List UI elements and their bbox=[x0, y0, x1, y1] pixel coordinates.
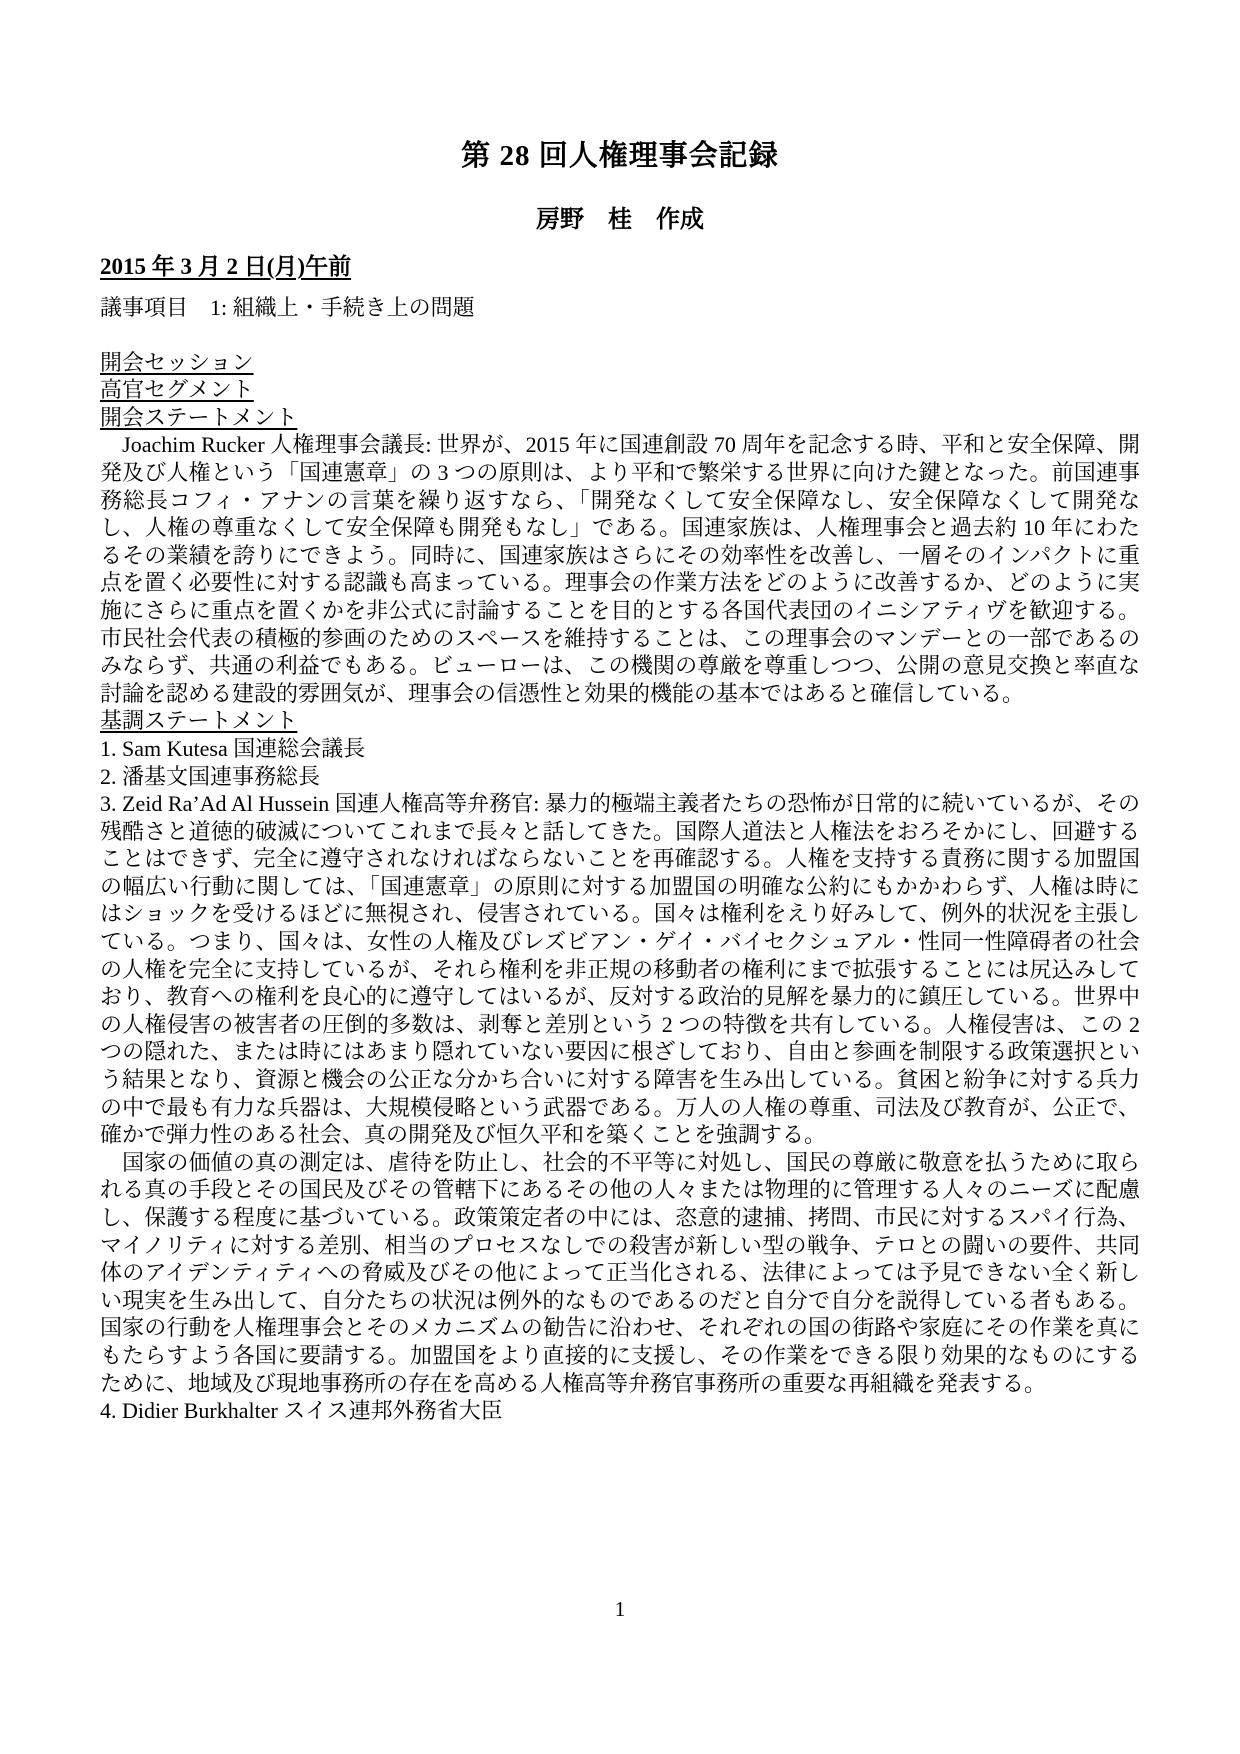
section-heading-opening-statements: 開会ステートメント bbox=[100, 404, 298, 430]
list-item-didier-burkhalter: 4. Didier Burkhalter スイス連邦外務省大臣 bbox=[100, 1398, 503, 1424]
author-line: 房野 桂 作成 bbox=[536, 207, 704, 233]
page-number: 1 bbox=[614, 1597, 626, 1621]
section-heading-high-level-segment: 高官セグメント bbox=[100, 377, 254, 403]
list-item-sam-kutesa: 1. Sam Kutesa 国連総会議長 bbox=[100, 735, 366, 761]
paragraph-state-measure: 国家の価値の真の測定は、虐待を防止し、社会的不平等に対処し、国民の尊厳に敬意を払うために取られる真の手段とその国民及びその管轄下にあるその他の人々または物理的に管理する人々のニーズに配慮し、保護する程度に基づいている。政策策定者の中には、恣意的逮捕、拷問、市民に対するスパイ行為、マイノリティに対する差別、相当のプロセスなしでの殺害が新しい型の戦争、テロとの闘いの要件、共同体のアイデンティティへの脅威及びその他によって正当化される、法律によっては予見できない全く新しい現実を生み出して、自分たちの状況は例外的なものであるのだと自分で自分を説得している者もある。国家の行動を人権理事会とそのメカニズムの勧告に沿わせ、それぞれの国の街路や家庭にその作業を真にもたらすよう各国に要請する。加盟国をより直接的に支援し、その作業をできる限り効果的なものにするために、地域及び現地事務所の存在を高める人権高等弁務官事務所の重要な再組織を発表する。 bbox=[100, 1149, 1140, 1396]
paragraph-zeid-al-hussein: 3. Zeid Ra’Ad Al Hussein 国連人権高等弁務官: 暴力的極端主義者たちの恐怖が日常的に続いているが、その残酷さと道徳的破滅についてこれまで長々と話してきた。国際人道法と人権法をおろそかにし、回避することはできず、完全に遵守されなければならないことを再確認する。人権を支持する責務に関する加盟国の幅広い行動に関しては、「国連憲章」の原則に対する加盟国の明確な公約にもかかわらず、人権は時にはショックを受けるほどに無視され、侵害されている。国々は権利をえり好みして、例外的状況を主張している。つまり、国々は、女性の人権及びレズビアン・ゲイ・バイセクシュアル・性同一性障碍者の社会の人権を完全に支持しているが、それら権利を非正規の移動者の権利にまで拡張することには尻込みしており、教育への権利を良心的に遵守してはいるが、反対する政治的見解を暴力的に鎮圧している。世界中の人権侵害の被害者の圧倒的多数は、剥奪と差別という 2 つの特徴を共有している。人権侵害は、この 2 つの隠れた、または時にはあまり隠れていない要因に根ざしており、自由と参画を制限する政策選択という結果となり、資源と機会の公正な分かち合いに対する障害を生み出している。貧困と紛争に対する兵力の中で最も有力な兵器は、大規模侵略という武器である。万人の人権の尊重、司法及び教育が、公正で、確かで弾力性のある社会、真の開発及び恒久平和を築くことを強調する。 bbox=[100, 791, 1140, 1148]
section-heading-opening-session: 開会セッション bbox=[100, 349, 254, 375]
agenda-item: 議事項目 1: 組織上・手続き上の問題 bbox=[100, 295, 475, 320]
date-heading: 2015 年 3 月 2 日(月)午前 bbox=[100, 254, 352, 279]
list-item-ban-ki-moon: 2. 潘基文国連事務総長 bbox=[100, 763, 321, 789]
document-title: 第 28 回人権理事会記録 bbox=[461, 140, 779, 172]
section-heading-keynote-statements: 基調ステートメント bbox=[100, 708, 298, 734]
paragraph-joachim-rucker: Joachim Rucker 人権理事会議長: 世界が、2015 年に国連創設 70 周年を記念する時、平和と安全保障、開発及び人権という「国連憲章」の 3 つの原則は、より平和で繁栄する世界に向けた鍵となった。前国連事務総長コフィ・アナンの言葉を繰り返すなら、「開発なくして安全保障なし、安全保障なくして開発なし、人権の尊重なくして安全保障も開発もなし」である。国連家族は、人権理事会と過去約 10 年にわたるその業績を誇りにできよう。同時に、国連家族はさらにその効率性を改善し、一層そのインパクトに重点を置く必要性に対する認識も高まっている。理事会の作業方法をどのように改善するか、どのように実施にさらに重点を置くかを非公式に討論することを目的とする各国代表団のイニシアティヴを歓迎する。市民社会代表の積極的参画のためのスペースを維持することは、この理事会のマンデーとの一部であるのみならず、共通の利益でもある。ビューローは、この機関の尊厳を尊重しつつ、公開の意見交換と率直な討論を認める建設的雰囲気が、理事会の信憑性と効果的機能の基本ではあると確信している。 bbox=[100, 432, 1140, 706]
